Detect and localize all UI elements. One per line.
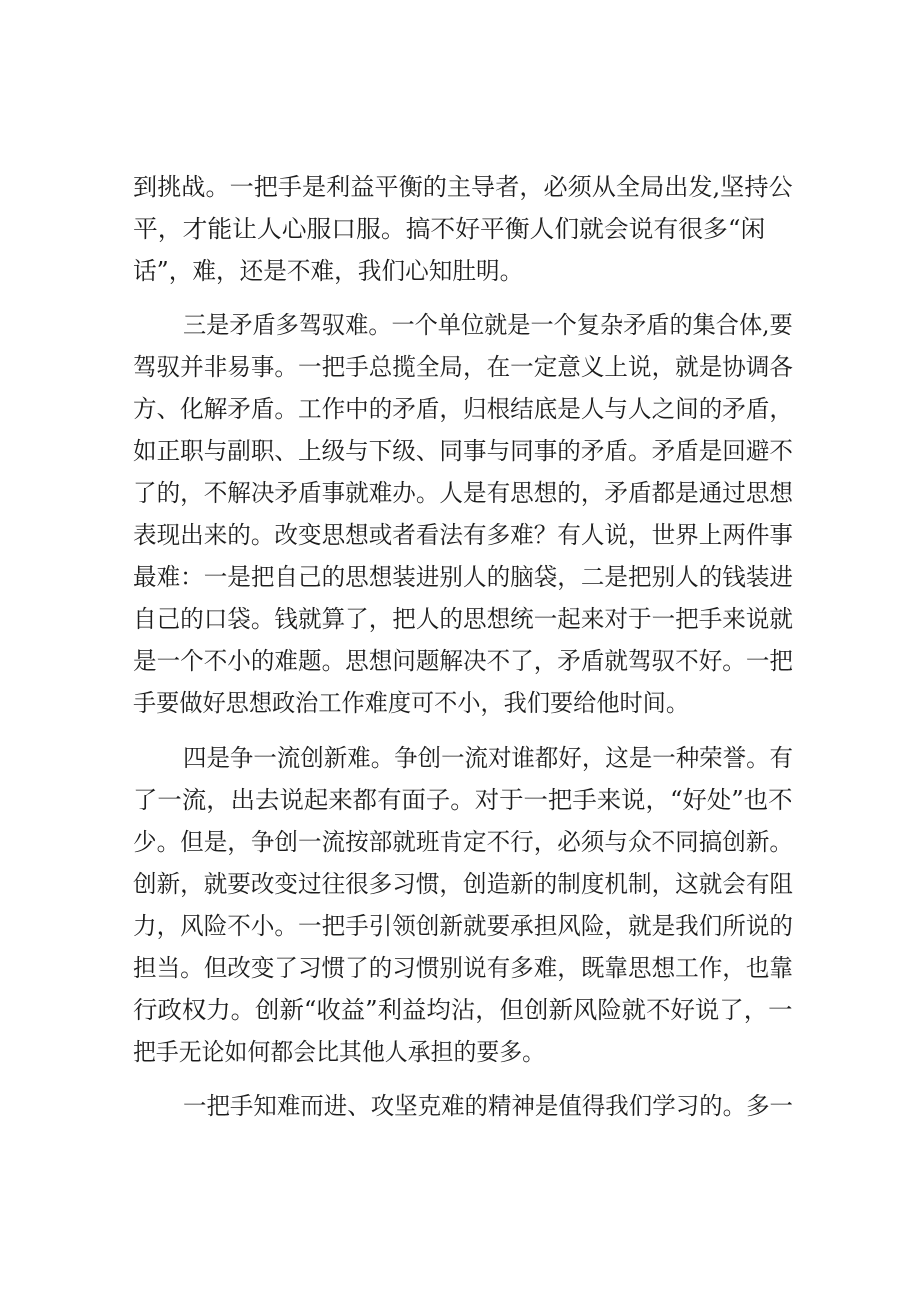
text-line: 创新，就要改变过往很多习惯，创造新的制度机制，这就会有阻 — [133, 870, 793, 898]
text-line: 行政权力。创新“收益”利益均沾，但创新风险就不好说了，一 — [133, 996, 793, 1024]
text-line: 手要做好思想政治工作难度可不小，我们要给他时间。 — [133, 689, 689, 717]
text-line: 是一个不小的难题。思想问题解决不了，矛盾就驾驭不好。一把 — [133, 647, 793, 675]
text-line: 担当。但改变了习惯了的习惯别说有多难，既靠思想工作，也靠 — [133, 954, 793, 982]
text-line: 话”，难，还是不难，我们心知肚明。 — [133, 257, 524, 285]
text-line: 了的，不解决矛盾事就难办。人是有思想的，矛盾都是通过思想 — [133, 479, 793, 507]
text-line: 平，才能让人心服口服。搞不好平衡人们就会说有很多“闲 — [133, 215, 766, 243]
text-line: 了一流，出去说起来都有面子。对于一把手来说，“好处”也不 — [133, 786, 793, 814]
text-line: 力，风险不小。一把手引领创新就要承担风险，就是我们所说的 — [133, 912, 793, 940]
text-line: 驾驭并非易事。一把手总揽全局，在一定意义上说，就是协调各 — [133, 353, 793, 381]
text-line: 三是矛盾多驾驭难。一个单位就是一个复杂矛盾的集合体,要 — [183, 311, 793, 339]
text-line: 少。但是，争创一流按部就班肯定不行，必须与众不同搞创新。 — [133, 828, 793, 856]
text-line: 方、化解矛盾。工作中的矛盾，归根结底是人与人之间的矛盾， — [133, 395, 793, 423]
text-line: 把手无论如何都会比其他人承担的要多。 — [133, 1038, 545, 1066]
text-line: 自己的口袋。钱就算了，把人的思想统一起来对于一把手来说就 — [133, 605, 793, 633]
text-line: 四是争一流创新难。争创一流对谁都好，这是一种荣誉。有 — [183, 744, 793, 772]
text-line: 如正职与副职、上级与下级、同事与同事的矛盾。矛盾是回避不 — [133, 437, 793, 465]
text-line: 到挑战。一把手是利益平衡的主导者，必须从全局出发,坚持公 — [133, 173, 793, 201]
text-line: 表现出来的。改变思想或者看法有多难？有人说，世界上两件事 — [133, 521, 793, 549]
text-line: 一把手知难而进、攻坚克难的精神是值得我们学习的。多一 — [183, 1092, 793, 1120]
text-line: 最难：一是把自己的思想装进别人的脑袋，二是把别人的钱装进 — [133, 563, 793, 591]
